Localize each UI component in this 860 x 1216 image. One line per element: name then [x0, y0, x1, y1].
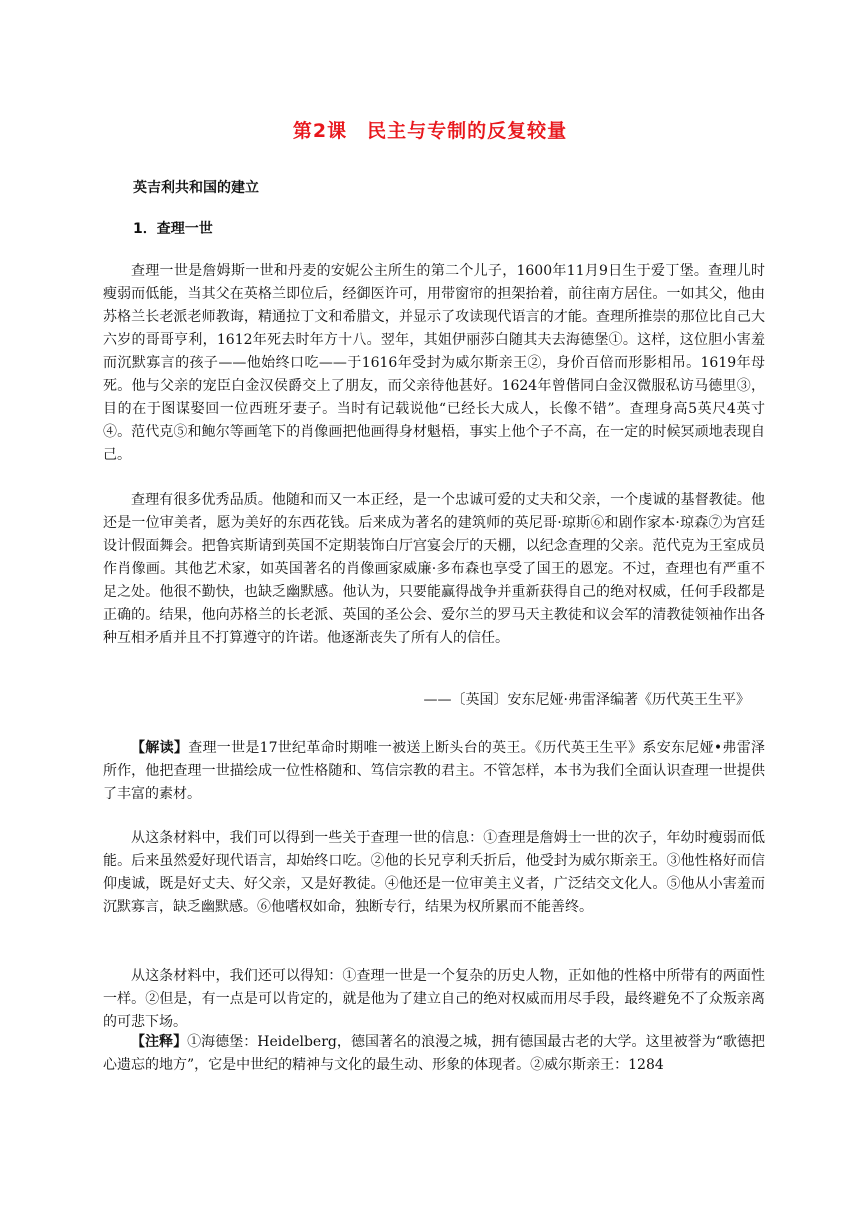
source-citation: ——〔英国〕安东尼娅·弗雷泽编著《历代英王生平》 — [423, 692, 750, 708]
notes-paragraph — [103, 1031, 765, 1077]
body-paragraph: 查理一世是詹姆斯一世和丹麦的安妮公主所生的第二个儿子，1600年11月9日生于爱丁堡。查理儿时瘦弱而低能，当其父在英格兰即位后，经御医许可，用带窗帘的担架抬着，前往南方居住。一如其父，他由苏格兰长老派老师教诲，精通拉丁文和希腊文，并显示了攻读现代语言的才能。查理所推崇的那位比自己大六岁的哥哥亨利，1612年死去时年方十八。翌年，其姐伊丽莎白随其夫去海德堡①。这样，这位胆小害羞而沉默寡言的孩子——他始终口吃——于1616年受封为威尔斯亲王②，身价百倍而形影相吊。1619年母死。他与父亲的宠臣白金汉侯爵交上了朋友，而父亲待他甚好。1624年曾偕同白金汉微服私访马德里③，目的在于图谋娶回一位西班牙妻子。当时有记载说他“已经长大成人，长像不错”。查理身高5英尺4英寸④。范代克⑤和鲍尔等画笔下的肖像画把他画得身材魁梧，事实上他个子不高，在一定的时候冥顽地表现自己。 — [103, 263, 765, 463]
analysis-paragraph: 从这条材料中，我们还可以得知：①查理一世是一个复杂的历史人物，正如他的性格中所带有的两面性一样。②但是，有一点是可以肯定的，就是他为了建立自己的绝对权威而用尽手段，最终避免不了众叛亲离的可悲下场。 — [103, 968, 765, 1030]
notes-label: 【注释】 — [131, 1034, 188, 1050]
commentary-paragraph — [103, 737, 765, 806]
analysis-paragraph: 从这条材料中，我们可以得到一些关于查理一世的信息：①查理是詹姆士一世的次子，年幼时瘦弱而低能。后来虽然爱好现代语言，却始终口吃。②他的长兄亨利夭折后，他受封为威尔斯亲王。③他性格好而信仰虔诚，既是好丈夫、好父亲，又是好教徒。④他还是一位审美主义者，广泛结交文化人。⑤他从小害羞而沉默寡言，缺乏幽默感。⑥他嗜权如命，独断专行，结果为权所累而不能善终。 — [103, 830, 765, 915]
section-heading: 英吉利共和国的建立 — [133, 180, 259, 196]
body-paragraph: 查理有很多优秀品质。他随和而又一本正经，是一个忠诚可爱的丈夫和父亲，一个虔诚的基督教徒。他还是一位审美者，愿为美好的东西花钱。后来成为著名的建筑师的英尼哥·琼斯⑥和剧作家本·琼森⑦为宫廷设计假面舞会。把鲁宾斯请到英国不定期装饰白厅宫宴会厅的天棚，以纪念查理的父亲。范代克为王室成员作肖像画。其他艺术家，如英国著名的肖像画家威廉·多布森也享受了国王的恩宠。不过，查理也有严重不足之处。他很不勤快，也缺乏幽默感。他认为，只要能赢得战争并重新获得自己的绝对权威，任何手段都是正确的。结果，他向苏格兰的长老派、英国的圣公会、爱尔兰的罗马天主教徒和议会军的清教徒领袖作出各种互相矛盾并且不打算遵守的许诺。他逐渐丧失了所有人的信任。 — [103, 492, 765, 646]
notes-text: ①海德堡：Heidelberg，德国著名的浪漫之城，拥有德国最古老的大学。这里被誉为“歌德把心遗忘的地方”，它是中世纪的精神与文化的最生动、形象的体现者。②威尔斯亲王：1284 — [103, 1034, 765, 1073]
subheading: 1．查理一世 — [133, 221, 213, 237]
commentary-text: 查理一世是17世纪革命时期唯一被送上断头台的英王。《历代英王生平》系安东尼娅•弗雷泽所作，他把查理一世描绘成一位性格随和、笃信宗教的君主。不管怎样，本书为我们全面认识查理一世提供了丰富的素材。 — [103, 740, 766, 802]
lesson-title: 第2课 民主与专制的反复较量 — [292, 120, 568, 142]
commentary-label: 【解读】 — [131, 740, 189, 756]
